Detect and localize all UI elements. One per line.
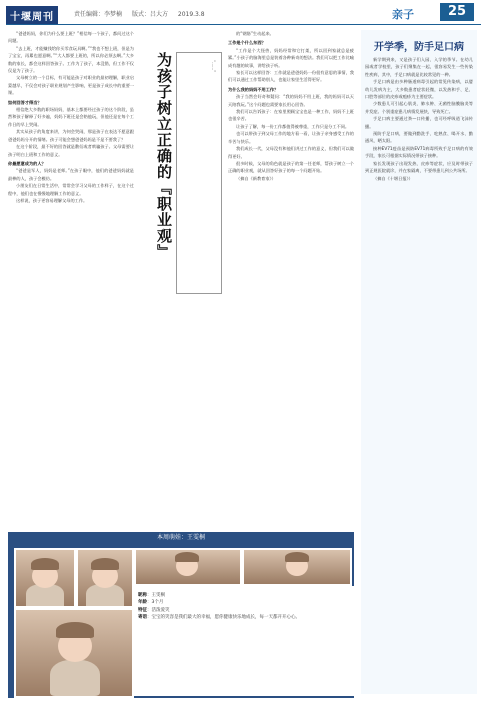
paragraph: 我们可以告诉孩子：在家里照顾宝宝也是一种工作，妈妈不上班也很辛苦。 bbox=[228, 109, 354, 122]
baby-hobby: 活泼爱笑 bbox=[151, 607, 170, 613]
paragraph: 相信绝大多数的职场妈妈，基本上都要经过孩子的这个阶段，虽然和孩子解释了好多遍，妈妈下班还是会陪他玩，但他还是在每个工作日的早上哭闹。 bbox=[8, 107, 134, 127]
subheading: 为什么我的妈妈不用工作？ bbox=[228, 86, 279, 92]
paragraph: （摘自《十堰日报》） bbox=[373, 175, 413, 181]
paragraph: “爸爸妈妈，你们为什么要上班？”相信每一个孩子，都问过这个问题。 bbox=[8, 31, 134, 44]
paragraph: 孩子当然会好奇和疑问：“我的妈妈不用上班，我的妈妈可以天天陪我玩。”这个问题也需要家长用心回答。 bbox=[228, 94, 354, 107]
subheading: 你最愿意成为的人？ bbox=[8, 160, 46, 166]
baby-photo-5 bbox=[242, 548, 352, 586]
article-title: 为孩子树立正确的『职业观』 bbox=[155, 52, 173, 260]
hobby-label: 特征 bbox=[138, 607, 147, 613]
paragraph: 预防手足口病，要做到勤洗手、吃熟食、喝开水、勤通风、晒太阳。 bbox=[365, 131, 473, 144]
page-number: 25 bbox=[440, 3, 474, 21]
gallery-title: 本周萌娃：王雯桐 bbox=[156, 534, 205, 541]
subheading: 工作是个什么东西？ bbox=[228, 40, 266, 46]
subheading: 如何回答才得当？ bbox=[8, 99, 42, 105]
paragraph: “去上班，才能赚钱给你买零食玩具啊。”“我也不想上班，但是为了宝宝，再累也愿意啊。”“大人都要上班的，所以你必须去啊。”大多数的家长，都会这样回答孩子。工作为了孩子，本没错，但工作不仅仅是为了孩子。 bbox=[8, 45, 134, 74]
paragraph: 家长发现孩子出现发热、皮疹等症状，应及时带孩子到正规医院就诊，并在家隔离，不要带患儿到公共场所。 bbox=[365, 160, 473, 174]
paragraph: （摘自《新教育家》） bbox=[236, 175, 276, 181]
section-label: 亲子 bbox=[392, 8, 414, 21]
paragraph: 小朋友们在日常生活中，常常会学习父母的工作样子，在这个过程中，他们也在慢慢地理解工作的意义。 bbox=[8, 183, 134, 196]
article-column-1 bbox=[8, 30, 134, 522]
baby-photo-1 bbox=[14, 548, 76, 608]
designer-label: 版式：吕大方 bbox=[131, 11, 168, 18]
paragraph: 手足口病主要通过粪—口传播，也可经呼吸道飞沫传播。 bbox=[365, 116, 473, 129]
brand-label: 十堰周刊 bbox=[6, 6, 58, 25]
paragraph: 很多时候，父母的角色就是孩子的第一任老师，帮孩子树立一个正确的职业观，就从回答好孩子的每一个问题开始。 bbox=[228, 160, 354, 174]
header-meta bbox=[74, 9, 213, 18]
date-label: 2019.3.8 bbox=[177, 11, 205, 18]
baby-photo-4 bbox=[134, 548, 242, 586]
sidebar-title: 开学季，防手足口病 bbox=[374, 42, 464, 53]
paragraph: 新学期到来，又是孩子们入园、入学的季节。在幼儿园或者学校里，孩子们聚集在一起，很容易发生一些传染性疾病，其中，手足口病就是比较常见的一种。 bbox=[365, 57, 473, 77]
pull-quote: “……” bbox=[211, 60, 216, 73]
paragraph: 少数患儿可引起心肌炎、肺水肿、无菌性脑膜脑炎等并发症。个别重症患儿病情发展快，导致死亡。 bbox=[365, 101, 473, 114]
paragraph: 让孩子了解，每一份工作都值得被尊重，工作只是分工不同。 bbox=[236, 123, 350, 129]
age-label: 年龄 bbox=[138, 600, 147, 606]
paragraph: 家长可以这样回答：工作就是爸爸妈妈一份很有意思的事情，我们可以通过工作帮助别人，也能让家里生活得更好。 bbox=[228, 70, 354, 83]
paragraph: 其实从孩子的角度来讲，为何会哭闹，那是孩子在表达不愿意跟爸爸妈妈分开的情绪。孩子可能会想爸爸妈妈是不是不要我了？ bbox=[8, 129, 134, 142]
header-rule bbox=[6, 24, 481, 25]
paragraph: 我们成长一代，父母没有和他们讲过工作的意义，但我们可以做得更好。 bbox=[228, 146, 354, 159]
page-header bbox=[0, 0, 487, 24]
paragraph: 父母树立的一个目标，有可能是孩子对职业的最初理解，职业启蒙越早，不仅会对孩子职业规划产生影响，更是孩子成长中的重要一课。 bbox=[8, 75, 134, 96]
name-label: 昵称 bbox=[138, 593, 147, 598]
paragraph: 接种EV71疫苗是预防EV71病毒所致手足口病的有效手段，家长可根据实际情况带孩子接种。 bbox=[365, 145, 473, 159]
paragraph: 的“钢筋”生动起来。 bbox=[236, 31, 274, 36]
paragraph: “工作是个大怪兽，妈妈经常和它打架，所以回到家就总是疲累。”小孩子的脑海里总是装着各种新奇的想法。我们可以把工作比喻成有趣的故事，讲给孩子听。 bbox=[228, 47, 354, 68]
baby-photo-3 bbox=[14, 608, 134, 698]
editor-label: 责任编辑：李梦楠 bbox=[74, 11, 123, 18]
baby-wish: 宝宝的笑容是我们最大的幸福，愿你健康快乐地成长，每一天都开开心心。 bbox=[151, 615, 300, 621]
baby-age: 3个月 bbox=[151, 600, 164, 606]
paragraph: 手足口病是由多种肠道病毒引起的常见传染病，以婴幼儿发病为主，大多数患者症状轻微，以发热和手、足、口腔等部位的皮疹或疱疹为主要症状。 bbox=[365, 79, 473, 100]
paragraph: 在这个阶段，最不好的回答就是敷衍或者哄骗孩子。父母需要让孩子明白上班和工作的意义。 bbox=[8, 144, 134, 157]
article-column-2 bbox=[228, 30, 354, 535]
wish-label: 寄语 bbox=[138, 615, 147, 621]
baby-name: 王雯桐 bbox=[151, 593, 165, 598]
paragraph: “爸爸是军人，妈妈是老师。”在孩子眼中，他们的爸爸妈妈就是最棒的人，孩子会模仿。 bbox=[8, 168, 134, 181]
paragraph: 这样说，孩子更容易理解父母的工作。 bbox=[16, 197, 88, 203]
baby-photo-2 bbox=[76, 548, 134, 608]
sidebar-body bbox=[365, 56, 473, 686]
baby-caption: 昵称：王雯桐 年龄：3个月 特征：活泼爱笑 寄语：宝宝的笑容是我们最大的幸福，愿你健康快乐地成长，每一天都开开心心。 bbox=[138, 593, 300, 621]
paragraph: 也可以带孩子到父母工作的地方看一看，让孩子亲身感受工作的辛苦与快乐。 bbox=[228, 131, 354, 144]
